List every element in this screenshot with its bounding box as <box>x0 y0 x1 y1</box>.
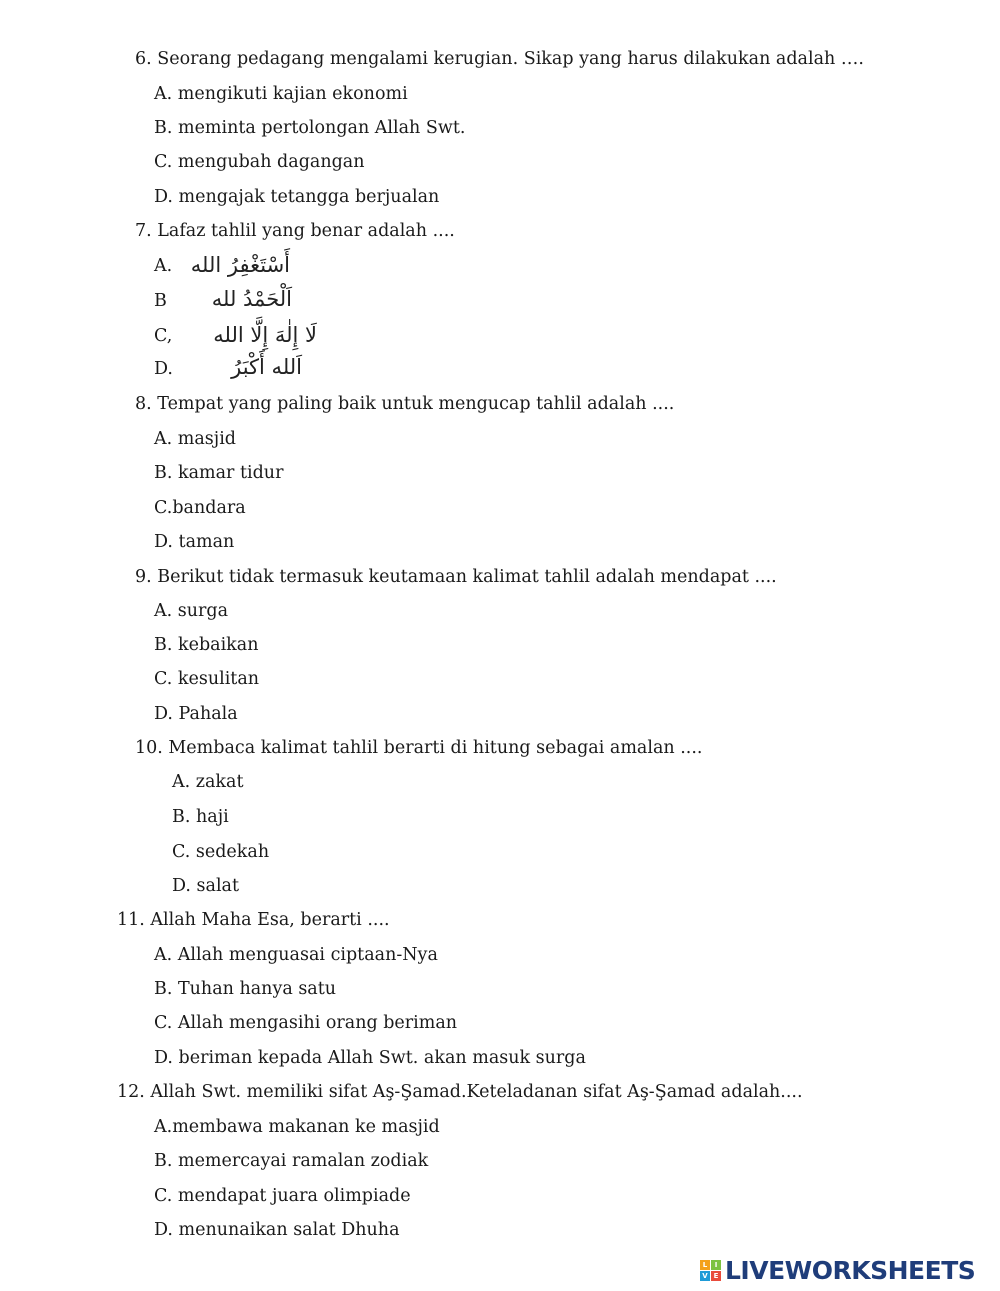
question-11-text: 11. Allah Maha Esa, berarti .... <box>117 910 390 930</box>
question-12-option-a[interactable]: A.membawa makanan ke masjid <box>154 1117 440 1137</box>
question-7-option-b[interactable]: B <box>154 291 167 311</box>
question-12-text: 12. Allah Swt. memiliki sifat Aş-Şamad.Keteladanan sifat Aş-Şamad adalah.... <box>117 1082 803 1102</box>
question-7-option-a[interactable]: A. <box>154 256 173 276</box>
question-12-option-d[interactable]: D. menunaikan salat Dhuha <box>154 1220 400 1240</box>
question-11-option-c[interactable]: C. Allah mengasihi orang beriman <box>154 1013 458 1033</box>
question-6-option-d[interactable]: D. mengajak tetangga berjualan <box>154 187 440 207</box>
question-6-option-c[interactable]: C. mengubah dagangan <box>154 152 365 172</box>
liveworksheets-logo <box>700 1256 975 1285</box>
question-8-option-a[interactable]: A. masjid <box>154 429 236 449</box>
logo-grid-cell: L <box>700 1260 710 1270</box>
question-9-text: 9. Berikut tidak termasuk keutamaan kalimat tahlil adalah mendapat .... <box>135 567 777 587</box>
question-6-text: 6. Seorang pedagang mengalami kerugian. Sikap yang harus dilakukan adalah …. <box>135 49 864 69</box>
question-9-option-d[interactable]: D. Pahala <box>154 704 238 724</box>
logo-grid-cell: I <box>711 1260 721 1270</box>
logo-grid-icon <box>700 1260 721 1281</box>
question-10-option-b[interactable]: B. haji <box>172 807 229 827</box>
question-6-option-b[interactable]: B. meminta pertolongan Allah Swt. <box>154 118 466 138</box>
logo-text: LIVEWORKSHEETS <box>725 1256 976 1285</box>
question-10-option-a[interactable]: A. zakat <box>172 772 244 792</box>
question-8-text: 8. Tempat yang paling baik untuk mengucap tahlil adalah .... <box>135 394 675 414</box>
question-10-option-d[interactable]: D. salat <box>172 876 240 896</box>
question-7-option-c[interactable]: C, <box>154 326 173 346</box>
question-9-option-a[interactable]: A. surga <box>154 601 229 621</box>
question-8-option-c[interactable]: C.bandara <box>154 498 246 518</box>
question-11-option-a[interactable]: A. Allah menguasai ciptaan-Nya <box>154 945 438 965</box>
logo-grid-cell: E <box>711 1271 721 1281</box>
question-12-option-b[interactable]: B. memercayai ramalan zodiak <box>154 1151 429 1171</box>
question-8-option-b[interactable]: B. kamar tidur <box>154 463 284 483</box>
question-7-text: 7. Lafaz tahlil yang benar adalah .... <box>135 221 455 241</box>
question-11-option-b[interactable]: B. Tuhan hanya satu <box>154 979 337 999</box>
question-8-option-d[interactable]: D. taman <box>154 532 235 552</box>
question-10-option-c[interactable]: C. sedekah <box>172 842 270 862</box>
question-9-option-b[interactable]: B. kebaikan <box>154 635 259 655</box>
question-7-arabic-b: اَلْحَمْدُ لله <box>211 287 292 311</box>
question-9-option-c[interactable]: C. kesulitan <box>154 669 260 689</box>
question-6-option-a[interactable]: A. mengikuti kajian ekonomi <box>154 84 408 104</box>
question-7-option-d[interactable]: D. <box>154 359 173 379</box>
question-10-text: 10. Membaca kalimat tahlil berarti di hitung sebagai amalan .... <box>135 738 703 758</box>
question-12-option-c[interactable]: C. mendapat juara olimpiade <box>154 1186 411 1206</box>
question-11-option-d[interactable]: D. beriman kepada Allah Swt. akan masuk surga <box>154 1048 586 1068</box>
logo-grid-cell: V <box>700 1271 710 1281</box>
question-7-arabic-a: أَسْتَغْفِرُ الله <box>190 253 290 277</box>
question-7-arabic-d: اَلله أَكْبَرُ <box>231 355 302 379</box>
question-7-arabic-c: لَا إِلٰهَ إِلَّا الله <box>213 323 317 347</box>
